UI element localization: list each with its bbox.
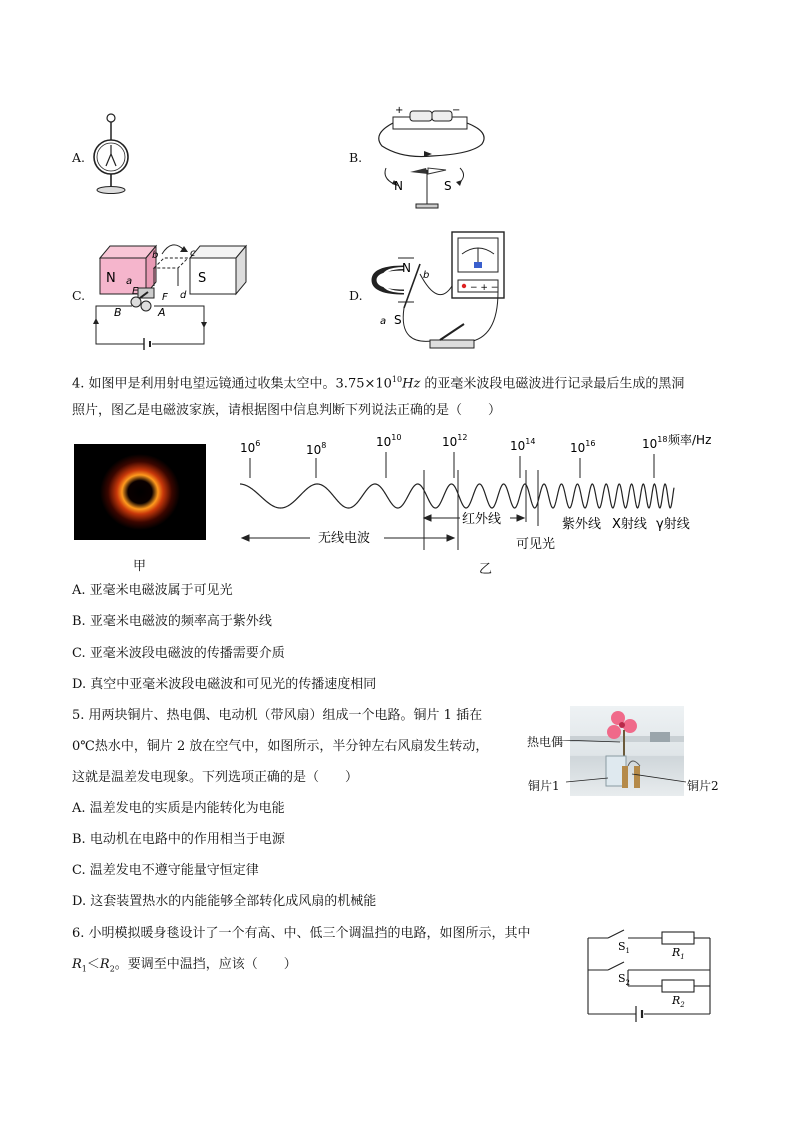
generator-figure: [368, 228, 508, 358]
tick-1e12: $10^{12}$: [442, 433, 468, 449]
label-leaders: [560, 740, 700, 790]
heating-circuit-diagram: [580, 924, 720, 1026]
q4-option-b: B. 亚毫米电磁波的频率高于紫外线: [72, 614, 272, 629]
tick-1e16: $10^{16}$: [570, 439, 596, 455]
pole-s: S: [198, 271, 207, 286]
q4-option-c: C. 亚毫米波段电磁波的传播需要介质: [72, 646, 285, 661]
q6-stem-line1: 6. 小明模拟暖身毯设计了一个有高、中、低三个调温挡的电路，如图所示，其中: [72, 926, 531, 941]
tick-1e8: $10^8$: [306, 441, 327, 457]
tick-1e18: $10^{18}$: [642, 435, 668, 451]
q5-option-d: D. 这套装置热水的内能能够全部转化成风扇的机械能: [72, 894, 377, 909]
motor-figure: [92, 236, 252, 356]
minus-sign: −: [452, 105, 461, 116]
q5-option-b: B. 电动机在电路中的作用相当于电源: [72, 832, 285, 847]
copper2-label: 铜片2: [687, 779, 719, 793]
label-d: d: [180, 290, 187, 301]
q4-option-a: A. 亚毫米电磁波属于可见光: [72, 583, 233, 598]
meter-terminals: − + −: [470, 283, 499, 293]
option-c-label: C.: [72, 288, 86, 303]
label-b: b: [152, 250, 159, 261]
label-a: a: [126, 276, 133, 287]
copper1-label: 铜片1: [528, 779, 560, 793]
ultraviolet-label: 紫外线: [562, 517, 602, 532]
infrared-label: 红外线: [462, 512, 502, 527]
tick-1e10: $10^{10}$: [376, 433, 402, 449]
label-b-d: b: [423, 270, 430, 281]
pole-s-d: S: [394, 313, 402, 327]
q4-stem-line2: 照片，图乙是电磁波家族，请根据图中信息判断下列说法正确的是（ ）: [72, 403, 502, 418]
em-spectrum-diagram: [234, 430, 712, 580]
freq-axis-label: 频率/Hz: [668, 433, 712, 447]
electroscope-figure: [92, 112, 138, 198]
needle-south: S: [444, 179, 452, 193]
q4-stem-line1: 4. 如图甲是利用射电望远镜通过收集太空中。$3.75\times 10^{10}Hz$ 的亚毫米波段电磁波进行记录最后生成的黑洞: [72, 375, 685, 392]
q5-option-a: A. 温差发电的实质是内能转化为电能: [72, 801, 285, 816]
plus-sign: +: [395, 105, 404, 116]
option-d-label: D.: [349, 288, 363, 303]
resistor-r1-label: $R_1$: [672, 946, 685, 961]
q5-option-c: C. 温差发电不遵守能量守恒定律: [72, 863, 259, 878]
q4-option-d: D. 真空中亚毫米波段电磁波和可见光的传播速度相同: [72, 677, 377, 692]
resistor-r2-label: $R_2$: [672, 994, 685, 1009]
switch-s1-label: $S_1$: [618, 940, 631, 955]
label-big-a: A: [158, 306, 166, 319]
figure-b-caption: 乙: [479, 562, 493, 577]
visible-light-label: 可见光: [516, 537, 556, 552]
option-b-label: B.: [349, 150, 363, 165]
q5-stem-line1: 5. 用两块铜片、热电偶、电动机（带风扇）组成一个电路。铜片 1 插在: [72, 708, 483, 723]
label-c: c: [190, 248, 196, 259]
option-a-label: A.: [72, 150, 86, 165]
thermocouple-label: 热电偶: [527, 735, 564, 749]
xray-label: X射线: [612, 517, 647, 532]
label-e: E: [132, 286, 139, 297]
oersted-figure: [372, 104, 492, 214]
needle-north: N: [394, 179, 403, 193]
q5-stem-line3: 这就是温差发电现象。下列选项正确的是（ ）: [72, 770, 359, 785]
q6-stem-line2: $R_1<R_2$。要调至中温挡，应该（ ）: [72, 957, 297, 974]
pole-n-d: N: [402, 261, 411, 275]
figure-a-caption: 甲: [133, 559, 147, 574]
black-hole-image: [74, 444, 206, 540]
pole-n: N: [106, 271, 116, 286]
q5-stem-line2: 0℃热水中，铜片 2 放在空气中，如图所示，半分钟左右风扇发生转动，: [72, 739, 489, 754]
radio-wave-label: 无线电波: [318, 531, 371, 546]
tick-1e6: $10^6$: [240, 439, 261, 455]
tick-1e14: $10^{14}$: [510, 437, 536, 453]
label-f: F: [162, 292, 168, 303]
switch-s2-label: $S_2$: [618, 972, 631, 987]
label-big-b: B: [114, 306, 122, 319]
gamma-ray-label: γ射线: [656, 517, 690, 532]
label-a-d: a: [380, 316, 387, 327]
